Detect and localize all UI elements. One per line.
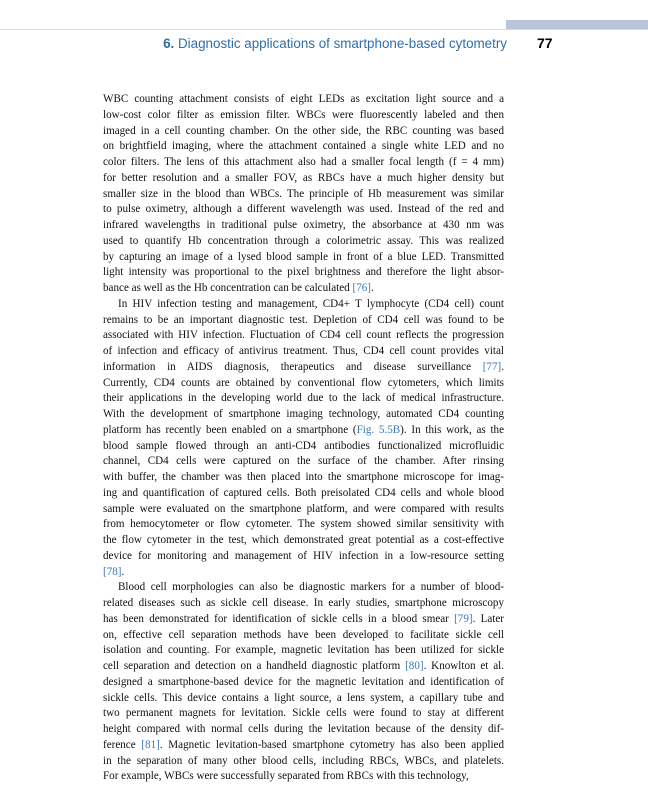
paragraph [103,297,504,581]
text-line: for better resolution and a smaller FOV, as RBCs have a much higher density but [103,171,504,184]
text-line: sickle cells. This device contains a light source, a lens system, a capillary tube and [103,691,504,704]
text-line: from hemocytometer or flow cytometer. The system showed similar sensitivity with [103,518,504,531]
running-head [0,36,507,51]
text-line: platform has recently been enabled on a smartphone (Fig. 5.5B). In this work, as the [103,423,504,436]
text-line: sample were evaluated on the smartphone platform, and were compared with results [103,502,504,515]
text-line: in the separation of many other blood cells, including RBCs, WBCs, and platelets. [103,754,504,767]
text-line: blood sample flowed through an anti-CD4 antibodies functionalized microfluidic [103,439,504,452]
header-accent-bar [506,20,648,29]
text-line: imaged in a cell counting chamber. On the other side, the RBC counting was based [103,124,504,137]
text-line: the flow cytometer in the test, which demonstrated great potential as a cost-effective [103,534,504,546]
chapter-number: 6. [163,36,175,51]
text-line: of infection and efficacy of antivirus treatment. Thus, CD4 cell count provides vital [103,345,504,357]
citation-link[interactable]: [78] [103,565,122,578]
text-line: by capturing an image of a lysed blood sample in front of a blue LED. Transmitted [103,250,504,263]
text-line: designed a smartphone-based device for the magnetic levitation and identification of [103,675,504,688]
text-line: related diseases such as sickle cell disease. In early studies, smartphone microscopy [103,597,504,609]
body-text [103,92,504,785]
text-line: Currently, CD4 counts are obtained by conventional flow cytometers, which limits [103,376,504,389]
text-line: height compared with normal cells during the levitation because of the density dif- [103,723,504,735]
citation-link[interactable]: [76] [352,282,371,294]
text-line: bance as well as the Hb concentration can be calculated [76]. [103,282,374,294]
text-line: on, effective cell separation methods have been developed to facilitate sickle cell [103,628,504,641]
text-line: light intensity was proportional to the pixel brightness and therefore the light absor- [103,266,504,279]
text-line: color filters. The lens of this attachment also had a smaller focal length (f = 4 mm) [103,156,504,168]
text-line: cell separation and detection on a handheld diagnostic platform [80]. Knowlton et al. [103,660,504,672]
text-line: ing and quantification of captured cells. Both preisolated CD4 cells and whole blood [103,486,504,499]
text-line: WBC counting attachment consists of eight LEDs as excitation light source and a [103,93,504,105]
text-line: remains to be an important diagnostic test. Depletion of CD4 cell was found to be [103,313,504,326]
text-line: smaller size in the blood than WBCs. The principle of Hb measurement was similar [103,187,504,200]
text-line: [78]. [103,565,125,578]
text-line: has been demonstrated for identification of sickle cells in a blood smear [79]. Later [103,612,504,625]
text-line: In HIV infection testing and management, CD4+ T lymphocyte (CD4 cell) count [118,297,504,310]
text-line: infrared wavelengths in traditional pulse oximetry, the absorbance at 430 nm was [103,219,504,231]
text-line: channel, CD4 cells were captured on the surface of the chamber. After rinsing [103,455,504,468]
text-line: on brightfield imaging, where the attachment contained a single white LED and no [103,140,504,153]
paragraph [103,92,504,297]
text-line: isolation and counting. For example, magnetic levitation has been utilized for sickle [103,644,504,657]
text-line: ference [81]. Magnetic levitation-based smartphone cytometry has also been applied [103,738,504,751]
paragraph [103,580,504,785]
text-line: two permanent magnets for levitation. Sickle cells were found to stay at different [103,707,504,720]
text-line: to pulse oximetry, although a different wavelength was used. Instead of the red and [103,203,504,216]
text-line: information in AIDS diagnosis, therapeutics and disease surveillance [77]. [103,360,504,373]
text-line: low-cost color filter as emission filter. WBCs were fluorescently labeled and then [103,108,504,121]
text-line: associated with HIV infection. Fluctuation of CD4 cell count reflects the progression [103,329,504,342]
citation-link[interactable]: [80] [405,660,424,672]
citation-link[interactable]: [79] [454,612,473,625]
citation-link[interactable]: Fig. 5.5B [356,423,401,436]
page-number: 77 [537,35,553,51]
chapter-title: Diagnostic applications of smartphone-based cytometry [178,36,507,51]
text-line: with buffer, the chamber was then placed into the smartphone microscope for imag- [103,471,504,483]
text-line: For example, WBCs were successfully separated from RBCs with this technology, [103,770,469,783]
text-line: used to quantify Hb concentration through a colorimetric assay. This was realized [103,234,504,247]
text-line: their applications in the developing world due to the lack of medical infrastructure. [103,392,504,405]
citation-link[interactable]: [81] [141,738,160,751]
text-line: Blood cell morphologies can also be diagnostic markers for a number of blood- [118,581,504,594]
citation-link[interactable]: [77] [482,360,502,373]
header-rule [0,29,648,30]
text-line: With the development of smartphone imaging technology, automated CD4 counting [103,408,504,420]
text-line: device for monitoring and management of HIV infection in a low-resource setting [103,549,504,562]
